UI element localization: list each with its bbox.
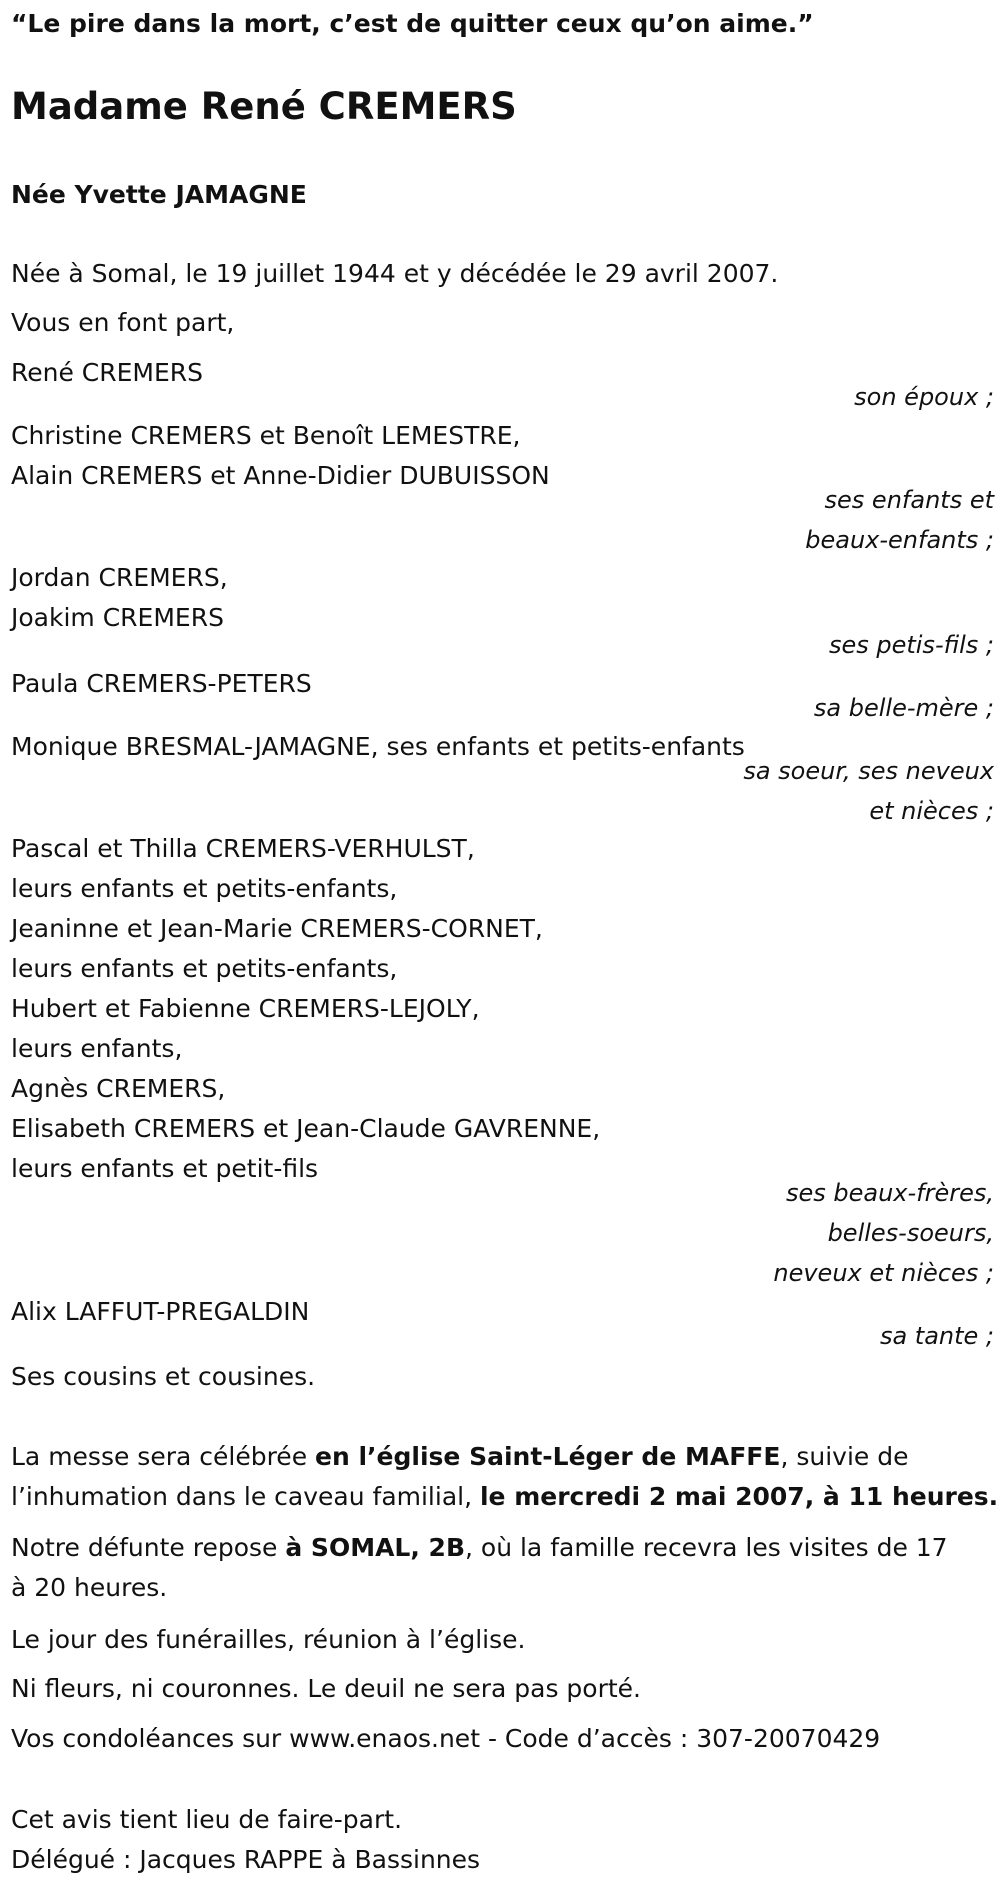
family-names <box>11 416 550 496</box>
family-names <box>11 1292 309 1332</box>
cousins: Ses cousins et cousines. <box>11 1362 316 1391</box>
family-names <box>11 664 312 704</box>
family-name-line: leurs enfants et petits-enfants, <box>11 874 398 903</box>
mass-text: , suivie de <box>780 1442 909 1471</box>
family-name-line: Jordan CREMERS, <box>11 563 228 592</box>
family-role-line: sa belle-mère ; <box>813 694 994 722</box>
family-role-line: sa soeur, ses neveux <box>743 757 994 785</box>
funeral-date: le mercredi 2 mai 2007, à 11 heures. <box>479 1482 999 1511</box>
family-name-line: Monique BRESMAL-JAMAGNE, ses enfants et petits-enfants <box>11 732 745 761</box>
family-name-line: leurs enfants, <box>11 1034 183 1063</box>
family-names <box>11 353 203 393</box>
family-role-line: ses beaux-frères, <box>785 1179 994 1207</box>
mass-text: l’inhumation dans le caveau familial, <box>11 1482 480 1511</box>
maiden-name: Née Yvette JAMAGNE <box>11 180 307 209</box>
family-role-line: ses enfants et <box>824 486 994 514</box>
family-role-line: neveux et nièces ; <box>773 1259 994 1287</box>
family-name-line: René CREMERS <box>11 358 204 387</box>
family-name-line: Alix LAFFUT-PREGALDIN <box>11 1297 310 1326</box>
birth-death: Née à Somal, le 19 juillet 1944 et y décédée le 29 avril 2007. <box>11 259 779 288</box>
family-role <box>743 751 994 831</box>
family-name-line: Alain CREMERS et Anne-Didier DUBUISSON <box>11 461 550 490</box>
family-role-line: sa tante ; <box>879 1322 994 1350</box>
family-name-line: Christine CREMERS et Benoît LEMESTRE, <box>11 421 521 450</box>
family-role-line: ses petis-fils ; <box>828 631 994 659</box>
family-name-line: leurs enfants et petits-enfants, <box>11 954 398 983</box>
family-name-line: Paula CREMERS-PETERS <box>11 669 312 698</box>
church-name: en l’église Saint-Léger de MAFFE <box>315 1442 781 1471</box>
quote: “Le pire dans la mort, c’est de quitter ceux qu’on aime.” <box>11 9 814 38</box>
family-role-line: son époux ; <box>854 383 994 411</box>
family-name-line: Pascal et Thilla CREMERS-VERHULST, <box>11 834 475 863</box>
family-name-line: Elisabeth CREMERS et Jean-Claude GAVRENNE, <box>11 1114 601 1143</box>
family-role <box>805 480 994 560</box>
family-name-line: Joakim CREMERS <box>11 603 224 632</box>
family-role-line: belles-soeurs, <box>827 1219 994 1247</box>
family-role <box>814 688 994 728</box>
family-names <box>11 829 600 1189</box>
family-name-line: leurs enfants et petit-fils <box>11 1154 319 1183</box>
rest-text: , où la famille recevra les visites de 17 <box>465 1533 948 1562</box>
family-role <box>854 377 994 417</box>
rest-text: Notre défunte repose <box>11 1533 286 1562</box>
family-role-line: et nièces ; <box>869 797 994 825</box>
family-names <box>11 558 228 638</box>
family-name-line: Agnès CREMERS, <box>11 1074 226 1103</box>
delegate: Délégué : Jacques RAPPE à Bassinnes <box>11 1845 481 1874</box>
family-role-line: beaux-enfants ; <box>805 526 994 554</box>
condolences: Vos condoléances sur www.enaos.net - Code d’accès : 307-20070429 <box>11 1724 881 1753</box>
page-title: Madame René CREMERS <box>11 85 517 128</box>
family-role <box>773 1173 994 1293</box>
intro: Vous en font part, <box>11 308 235 337</box>
mass-info <box>11 1437 998 1517</box>
family-role <box>880 1316 994 1356</box>
family-role <box>829 625 994 665</box>
mass-text: La messe sera célébrée <box>11 1442 316 1471</box>
funeral-day: Le jour des funérailles, réunion à l’église. <box>11 1625 526 1654</box>
notice: Cet avis tient lieu de faire-part. <box>11 1805 403 1834</box>
family-name-line: Hubert et Fabienne CREMERS-LEJOLY, <box>11 994 480 1023</box>
family-names <box>11 727 745 767</box>
rest-info <box>11 1528 948 1608</box>
rest-text: à 20 heures. <box>11 1573 168 1602</box>
no-flowers: Ni fleurs, ni couronnes. Le deuil ne sera pas porté. <box>11 1674 642 1703</box>
rest-address: à SOMAL, 2B <box>285 1533 465 1562</box>
family-name-line: Jeaninne et Jean-Marie CREMERS-CORNET, <box>11 914 543 943</box>
